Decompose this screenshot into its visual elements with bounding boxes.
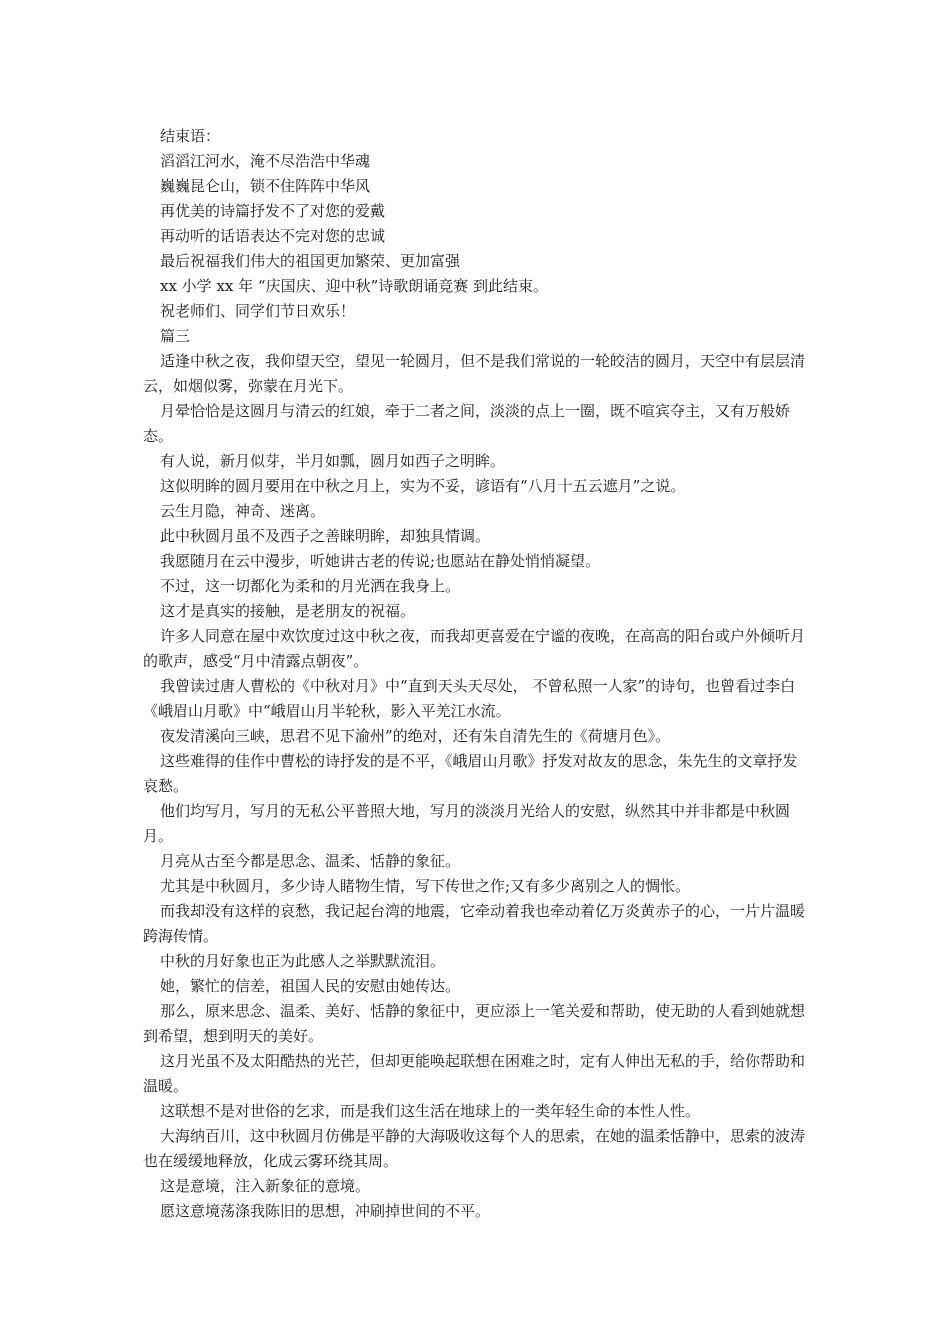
paragraph: 中秋的月好象也正为此感人之举默默流泪。 — [160, 952, 446, 970]
paragraph: 我愿随月在云中漫步，听她讲古老的传说;也愿站在静处悄悄凝望。 — [160, 552, 601, 570]
paragraph: 这月光虽不及太阳酷热的光芒，但却更能唤起联想在困难之时，定有人伸出无私的手，给你帮助和温暖。 — [143, 1052, 806, 1095]
paragraph: xx 小学 xx 年 “庆国庆、迎中秋”诗歌朗诵竞赛 到此结束。 — [160, 277, 549, 295]
paragraph: 她，繁忙的信差，祖国人民的安慰由她传达。 — [160, 977, 461, 995]
paragraph: 月晕恰恰是这圆月与清云的红娘，牵于二者之间，淡淡的点上一圈，既不喧宾夺主，又有万般娇态。 — [143, 402, 791, 445]
paragraph: 这些难得的佳作中曹松的诗抒发的是不平，《峨眉山月歌》抒发对故友的思念，朱先生的文章抒发哀愁。 — [143, 752, 798, 795]
paragraph: 这是意境，注入新象征的意境。 — [160, 1177, 371, 1195]
paragraph: 我曾读过唐人曹松的《中秋对月》中“直到天头天尽处， 不曾私照一人家”的诗句，也曾看过李白《峨眉山月歌》中“峨眉山月半轮秋，影入平羌江水流。 — [143, 677, 796, 720]
paragraph: 他们均写月，写月的无私公平普照大地，写月的淡淡月光给人的安慰，纵然其中并非都是中秋圆月。 — [143, 802, 791, 845]
paragraph: 云生月隐，神奇、迷离。 — [160, 502, 326, 520]
paragraph: 月亮从古至今都是思念、温柔、恬静的象征。 — [160, 852, 461, 870]
paragraph: 这联想不是对世俗的乞求，而是我们这生活在地球上的一类年轻生命的本性人性。 — [160, 1102, 701, 1120]
paragraph: 篇三 — [160, 327, 191, 345]
paragraph: 而我却没有这样的哀愁，我记起台湾的地震，它牵动着我也牵动着亿万炎黄赤子的心，一片片温暖跨海传情。 — [143, 902, 806, 945]
paragraph: 再动听的话语表达不完对您的忠诚 — [160, 227, 386, 245]
paragraph: 尤其是中秋圆月，多少诗人睹物生情，写下传世之作;又有多少离别之人的惆怅。 — [160, 877, 691, 895]
paragraph: 最后祝福我们伟大的祖国更加繁荣、更加富强 — [160, 252, 461, 270]
paragraph: 夜发清溪向三峡，思君不见下渝州”的绝对，还有朱自清先生的《荷塘月色》。 — [160, 727, 671, 745]
paragraph: 这似明眸的圆月要用在中秋之月上，实为不妥，谚语有“八月十五云遮月”之说。 — [160, 477, 686, 495]
paragraph: 巍巍昆仑山，锁不住阵阵中华风 — [160, 177, 371, 195]
paragraph: 大海纳百川，这中秋圆月仿佛是平静的大海吸收这每个人的思索，在她的温柔恬静中，思索的波涛也在缓缓地释放，化成云雾环绕其周。 — [143, 1127, 806, 1170]
paragraph: 这才是真实的接触，是老朋友的祝福。 — [160, 602, 416, 620]
paragraph: 许多人同意在屋中欢饮度过这中秋之夜，而我却更喜爱在宁谧的夜晚，在高高的阳台或户外倾听月的歌声，感受“月中清露点朝夜”。 — [143, 627, 806, 670]
paragraph: 不过，这一切都化为柔和的月光洒在我身上。 — [160, 577, 461, 595]
paragraph: 再优美的诗篇抒发不了对您的爱戴 — [160, 202, 386, 220]
paragraph: 滔滔江河水，淹不尽浩浩中华魂 — [160, 152, 371, 170]
paragraph: 愿这意境荡涤我陈旧的思想，冲刷掉世间的不平。 — [160, 1202, 491, 1220]
document-body — [143, 124, 808, 1224]
paragraph: 适逢中秋之夜，我仰望天空，望见一轮圆月，但不是我们常说的一轮皎洁的圆月，天空中有层层清云，如烟似雾，弥蒙在月光下。 — [143, 352, 806, 395]
paragraph: 那么，原来思念、温柔、美好、恬静的象征中，更应添上一笔关爱和帮助，使无助的人看到她就想到希望，想到明天的美好。 — [143, 1002, 806, 1045]
paragraph: 有人说，新月似芽，半月如瓢，圆月如西子之明眸。 — [160, 452, 506, 470]
paragraph: 结束语： — [160, 127, 221, 145]
paragraph: 祝老师们、同学们节日欢乐！ — [160, 302, 356, 320]
paragraph: 此中秋圆月虽不及西子之善睐明眸，却独具情调。 — [160, 527, 491, 545]
